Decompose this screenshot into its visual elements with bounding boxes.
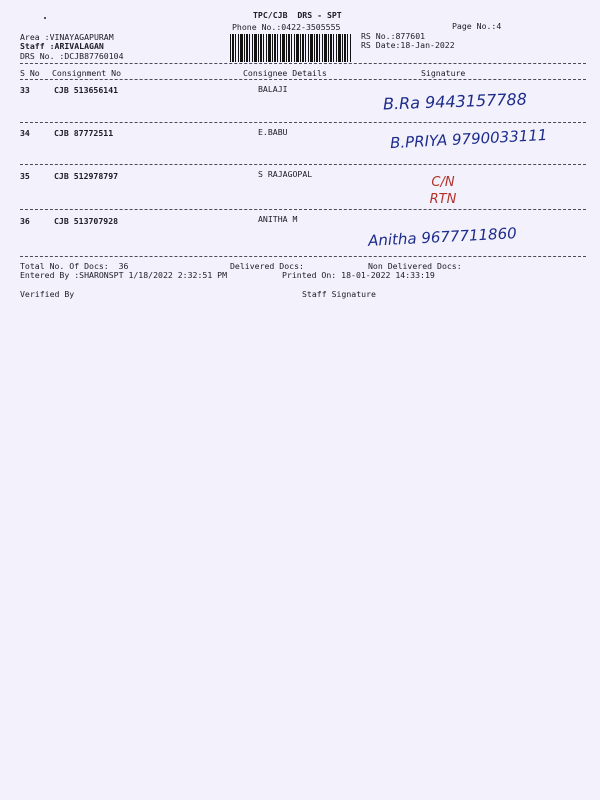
- barcode-image: [230, 34, 352, 62]
- rs-number: RS No.:877601: [361, 31, 426, 41]
- row-serial: 33: [20, 85, 30, 95]
- divider: [20, 79, 586, 80]
- staff-signature-label: Staff Signature: [302, 289, 376, 299]
- printed-on: Printed On: 18-01-2022 14:33:19: [282, 270, 435, 280]
- row-consignee: S RAJAGOPAL: [258, 169, 313, 179]
- row-consignment: CJB 513656141: [54, 85, 119, 95]
- row-consignment: CJB 512978797: [54, 171, 119, 181]
- return-note-handwritten: C/N RTN: [429, 175, 457, 207]
- drs-number: DRS No. :DCJB87760104: [20, 51, 124, 61]
- signature-handwritten: B.PRIYA 9790033111: [389, 125, 548, 153]
- area-field: Area :VINAYAGAPURAM: [20, 32, 114, 42]
- document-title: TPC/CJB DRS - SPT: [253, 10, 342, 20]
- divider: [20, 209, 586, 210]
- staff-field: [20, 41, 104, 51]
- signature-handwritten: Anitha 9677711860: [367, 224, 518, 250]
- phone-number: Phone No.:0422-3505555: [232, 22, 341, 32]
- rs-date: RS Date:18-Jan-2022: [361, 40, 455, 50]
- staff-label: Staff :: [20, 41, 55, 51]
- column-header-sno: S No: [20, 68, 40, 78]
- staff-name: ARIVALAGAN: [54, 41, 104, 51]
- delivered-docs: Delivered Docs:: [230, 261, 304, 271]
- divider: [20, 256, 586, 257]
- column-header-consignee: Consignee Details: [243, 68, 327, 78]
- row-serial: 35: [20, 171, 30, 181]
- row-consignment: CJB 87772511: [54, 128, 114, 138]
- row-serial: 36: [20, 216, 30, 226]
- row-consignee: E.BABU: [258, 127, 288, 137]
- row-consignee: BALAJI: [258, 84, 288, 94]
- page-number: Page No.:4: [452, 21, 502, 31]
- signature-handwritten: B.Ra 9443157788: [382, 89, 528, 114]
- row-consignee: ANITHA M: [258, 214, 298, 224]
- divider: [20, 122, 586, 123]
- row-serial: 34: [20, 128, 30, 138]
- column-header-consignment: Consignment No: [52, 68, 122, 78]
- non-delivered-docs: Non Delivered Docs:: [368, 261, 462, 271]
- column-header-signature: Signature: [421, 68, 466, 78]
- divider: [20, 164, 586, 165]
- entered-by: Entered By :SHARONSPT 1/18/2022 2:32:51 PM: [20, 270, 228, 280]
- total-docs: Total No. Of Docs: 36: [20, 261, 129, 271]
- divider: [20, 63, 586, 64]
- verified-by-label: Verified By: [20, 289, 75, 299]
- page-mark: [44, 17, 46, 19]
- row-consignment: CJB 513707928: [54, 216, 119, 226]
